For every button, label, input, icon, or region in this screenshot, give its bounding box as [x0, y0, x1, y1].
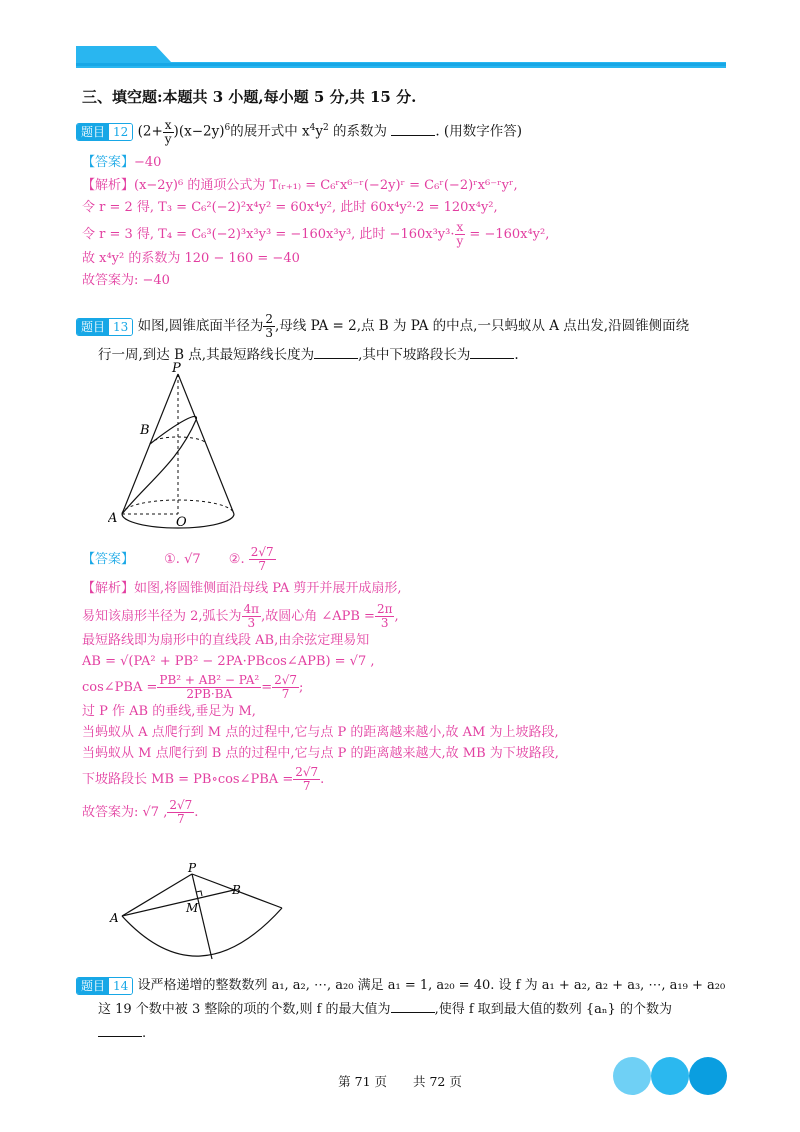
question-14-stem: 题目 14 设严格递增的整数数列 a₁, a₂, ⋯, a₂₀ 满足 a₁ = 1, a₂₀ = 40. 设 f 为 a₁ + a₂, a₂ + a₃, ⋯, a₁₉ + a₂₀: [76, 975, 725, 997]
question-12-stem: 题目 12 (2+ $\frac{x}{y}$ )$(x-2y)^6$的展开式中 $x^4y^2$ 的系数为 . (用数字作答): [76, 117, 522, 146]
answer-blank: [98, 1022, 142, 1037]
q12-analysis: 【解析】(x−2y)⁶ 的通项公式为 T₍ᵣ₊₁₎ = C₆ʳx⁶⁻ʳ(−2y)ʳ = C₆ʳ(−2)ʳx⁶⁻ʳyʳ, 令 r = 2 得, T₃ = C₆²(−2)²x⁴y² = 60x⁴y², 此时 60x⁴y²·2 = 120x⁴y², 令 r = 3 得, T₄ = C₆³(−2)³x³y³ = −160x³y³, 此时 −160x³y³· $\frac{x}{y}$ = −160x⁴y², 故 x⁴y² 的系数为 120 − 160 = −40 故答案为: −40: [82, 178, 550, 288]
label-a: A: [110, 911, 119, 925]
label-a: A: [108, 511, 118, 526]
sector-figure: [104, 860, 304, 970]
answer-blank: [391, 998, 435, 1013]
question-badge: 题目 13: [76, 318, 133, 336]
label-b: B: [232, 883, 241, 897]
q13-analysis: 【解析】如图,将圆锥侧面沿母线 PA 剪开并展开成扇形, 易知该扇形半径为 2,弧长为 $\frac{4\pi}{3}$ ,故圆心角 ∠APB = $\frac{2\pi}{3}$ , 最短路线即为扇形中的直线段 AB,由余弦定理易知 AB = √(PA² + PB² − 2PA·PBcos∠APB) = √7 , cos∠PBA = $\frac{\text{PB² + AB² − PA²}}{2PB\cdot BA}$ = $\frac{2√7}{7}$ ; 过 P 作 AB 的垂线,垂足为 M, 当蚂蚁从 A 点爬行到 M 点的过程中,它与点 P 的距离越来越小,故 AM 为上坡路段, 当蚂蚁从 M 点爬行到 B 点的过程中,它与点 P 的距离越来越大,故 MB 为下坡路段, 下坡路段长 MB = PB∘cos∠PBA = $\frac{2√7}{7}$ . 故答案为: √7 , $\frac{2√7}{7}$ .: [82, 581, 559, 826]
q13-answer: 【答案】 ①. √7 ②. $\frac{2√7}{7}$: [82, 545, 274, 573]
question-badge: 题目 14: [76, 977, 133, 995]
cone-figure: [108, 362, 248, 532]
footer-dots-decoration: [613, 1057, 728, 1095]
question-13-stem: 题目 13 如图,圆锥底面半径为 $\frac{2}{3}$ ,母线 PA = 2,点 B 为 PA 的中点,一只蚂蚁从 A 点出发,沿圆锥侧面绕: [76, 313, 689, 340]
q12-answer: 【答案】−40: [82, 155, 162, 170]
question-14-stem-line2: 这 19 个数中被 3 整除的项的个数,则 f 的最大值为 ,使得 f 取到最大值的数列 {aₙ} 的个数为: [98, 998, 672, 1021]
label-b: B: [140, 423, 150, 438]
page-footer: 第 71 页 共 72 页: [338, 1074, 462, 1089]
question-badge: 题目 12: [76, 123, 133, 141]
question-14-stem-line3: .: [98, 1022, 146, 1045]
section-title: 三、填空题:本题共 3 小题,每小题 5 分,共 15 分.: [82, 88, 417, 106]
label-p: P: [188, 861, 197, 875]
label-p: P: [172, 362, 181, 376]
label-o: O: [176, 515, 187, 530]
answer-blank: [470, 344, 514, 359]
answer-blank: [391, 121, 435, 136]
answer-blank: [314, 344, 358, 359]
question-13-stem-line2: 行一周,到达 B 点,其最短路线长度为 ,其中下坡路段长为 .: [98, 344, 519, 366]
label-m: M: [186, 901, 199, 915]
header-banner: [76, 46, 726, 70]
